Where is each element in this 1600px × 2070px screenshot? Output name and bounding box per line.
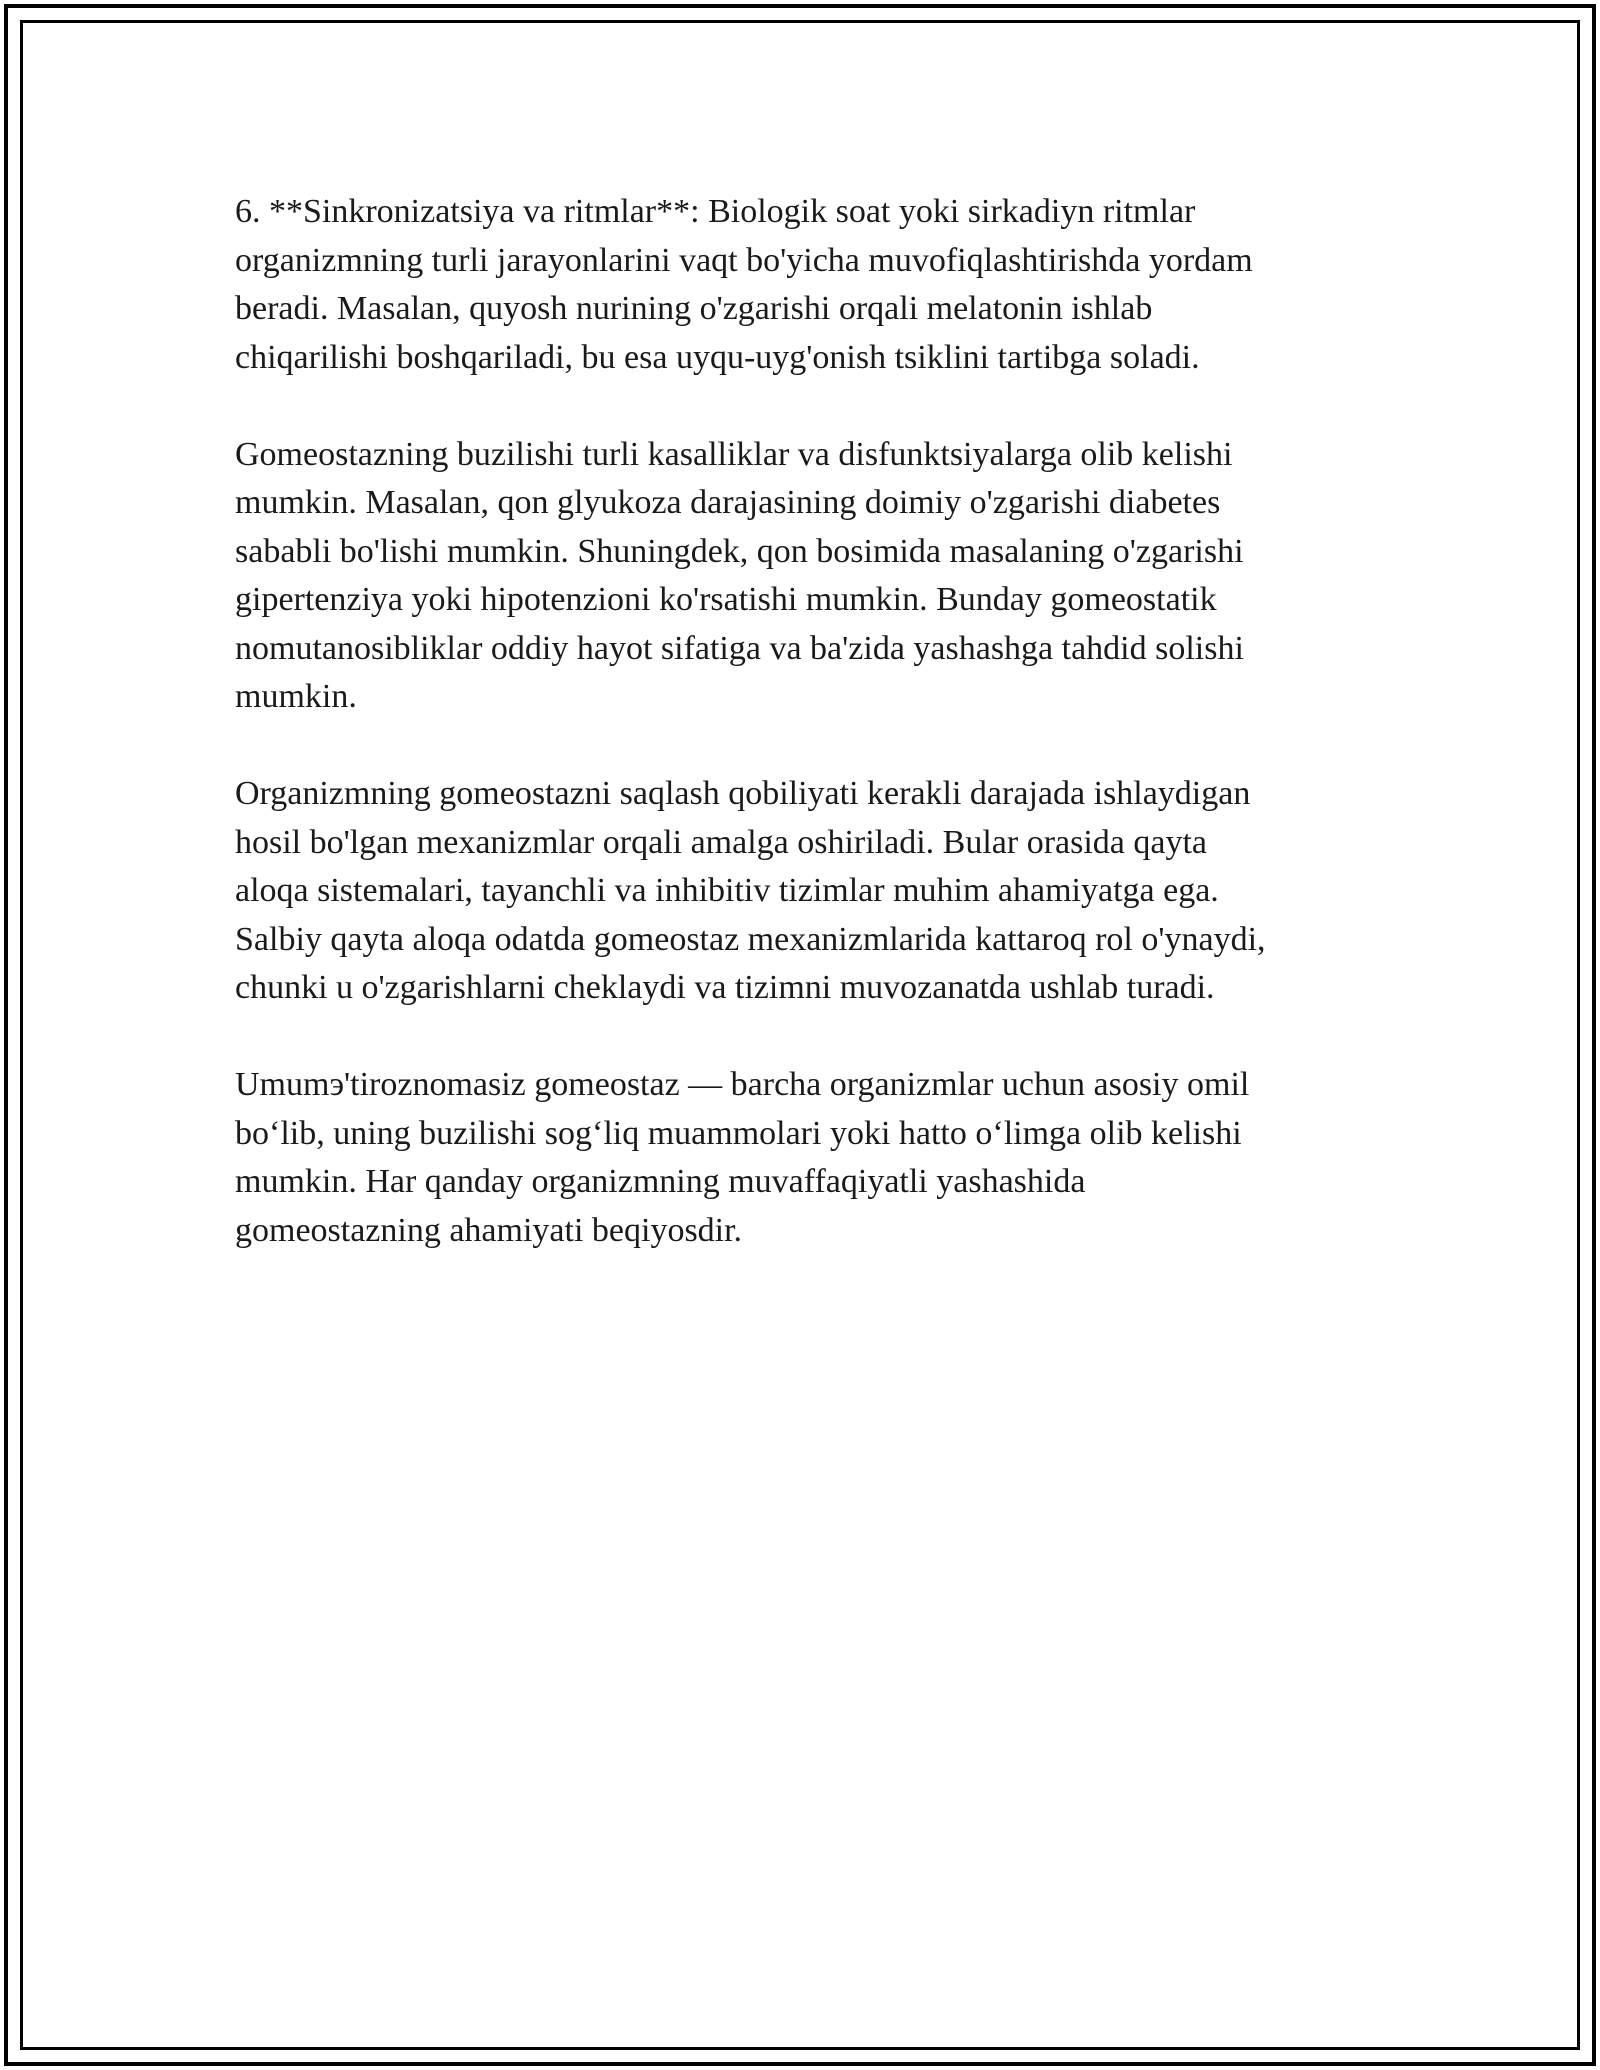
text-line: organizmning turli jarayonlarini vaqt bo'yicha muvofiqlashtirishda yordam bbox=[235, 241, 1253, 279]
text-line: mumkin. Masalan, qon glyukoza darajasining doimiy o'zgarishi diabetes bbox=[235, 484, 1221, 521]
text-line: Gomeostazning buzilishi turli kasalliklar va disfunktsiyalarga olib kelishi bbox=[235, 435, 1233, 473]
text-line: chunki u o'zgarishlarni cheklaydi va tizimni muvozanatda ushlab turadi. bbox=[235, 969, 1215, 1006]
paragraph-homeostasis-mechanisms bbox=[235, 770, 1365, 1013]
text-line: beradi. Masalan, quyosh nurining o'zgarishi orqali melatonin ishlab bbox=[235, 290, 1153, 327]
paragraph-conclusion bbox=[235, 1061, 1365, 1255]
text-line: gipertenziya yoki hipotenzioni ko'rsatishi mumkin. Bunday gomeostatik bbox=[235, 581, 1217, 618]
text-line: Organizmning gomeostazni saqlash qobiliyati kerakli darajada ishlaydigan bbox=[235, 775, 1251, 812]
text-line: gomeostazning ahamiyati beqiyosdir. bbox=[235, 1211, 743, 1249]
paragraph-synchronization bbox=[235, 188, 1365, 382]
text-line: aloqa sistemalari, tayanchli va inhibitiv tizimlar muhim ahamiyatga ega. bbox=[235, 872, 1219, 909]
text-line: Umumэ'tiroznomasiz gomeostaz — barcha organizmlar uchun asosiy omil bbox=[235, 1066, 1250, 1103]
text-line: sababli bo'lishi mumkin. Shuningdek, qon bosimida masalaning o'zgarishi bbox=[235, 532, 1244, 570]
text-line: hosil bo'lgan mexanizmlar orqali amalga oshiriladi. Bular orasida qayta bbox=[235, 823, 1208, 861]
text-line: mumkin. bbox=[235, 678, 357, 715]
text-line: nomutanosibliklar oddiy hayot sifatiga va ba'zida yashashga tahdid solishi bbox=[235, 629, 1244, 667]
document-body bbox=[235, 188, 1365, 1304]
text-line: mumkin. Har qanday organizmning muvaffaqiyatli yashashida bbox=[235, 1163, 1086, 1200]
paragraph-homeostasis-disruption bbox=[235, 431, 1365, 722]
text-line: Salbiy qayta aloqa odatda gomeostaz mexanizmlarida kattaroq rol o'ynaydi, bbox=[235, 920, 1266, 958]
text-line: chiqarilishi boshqariladi, bu esa uyqu-uyg'onish tsiklini tartibga soladi. bbox=[235, 338, 1200, 376]
text-line: bo‘lib, uning buzilishi sog‘liq muammolari yoki hatto o‘limga olib kelishi bbox=[235, 1114, 1242, 1152]
text-line: 6. **Sinkronizatsiya va ritmlar**: Biologik soat yoki sirkadiyn ritmlar bbox=[235, 193, 1196, 230]
